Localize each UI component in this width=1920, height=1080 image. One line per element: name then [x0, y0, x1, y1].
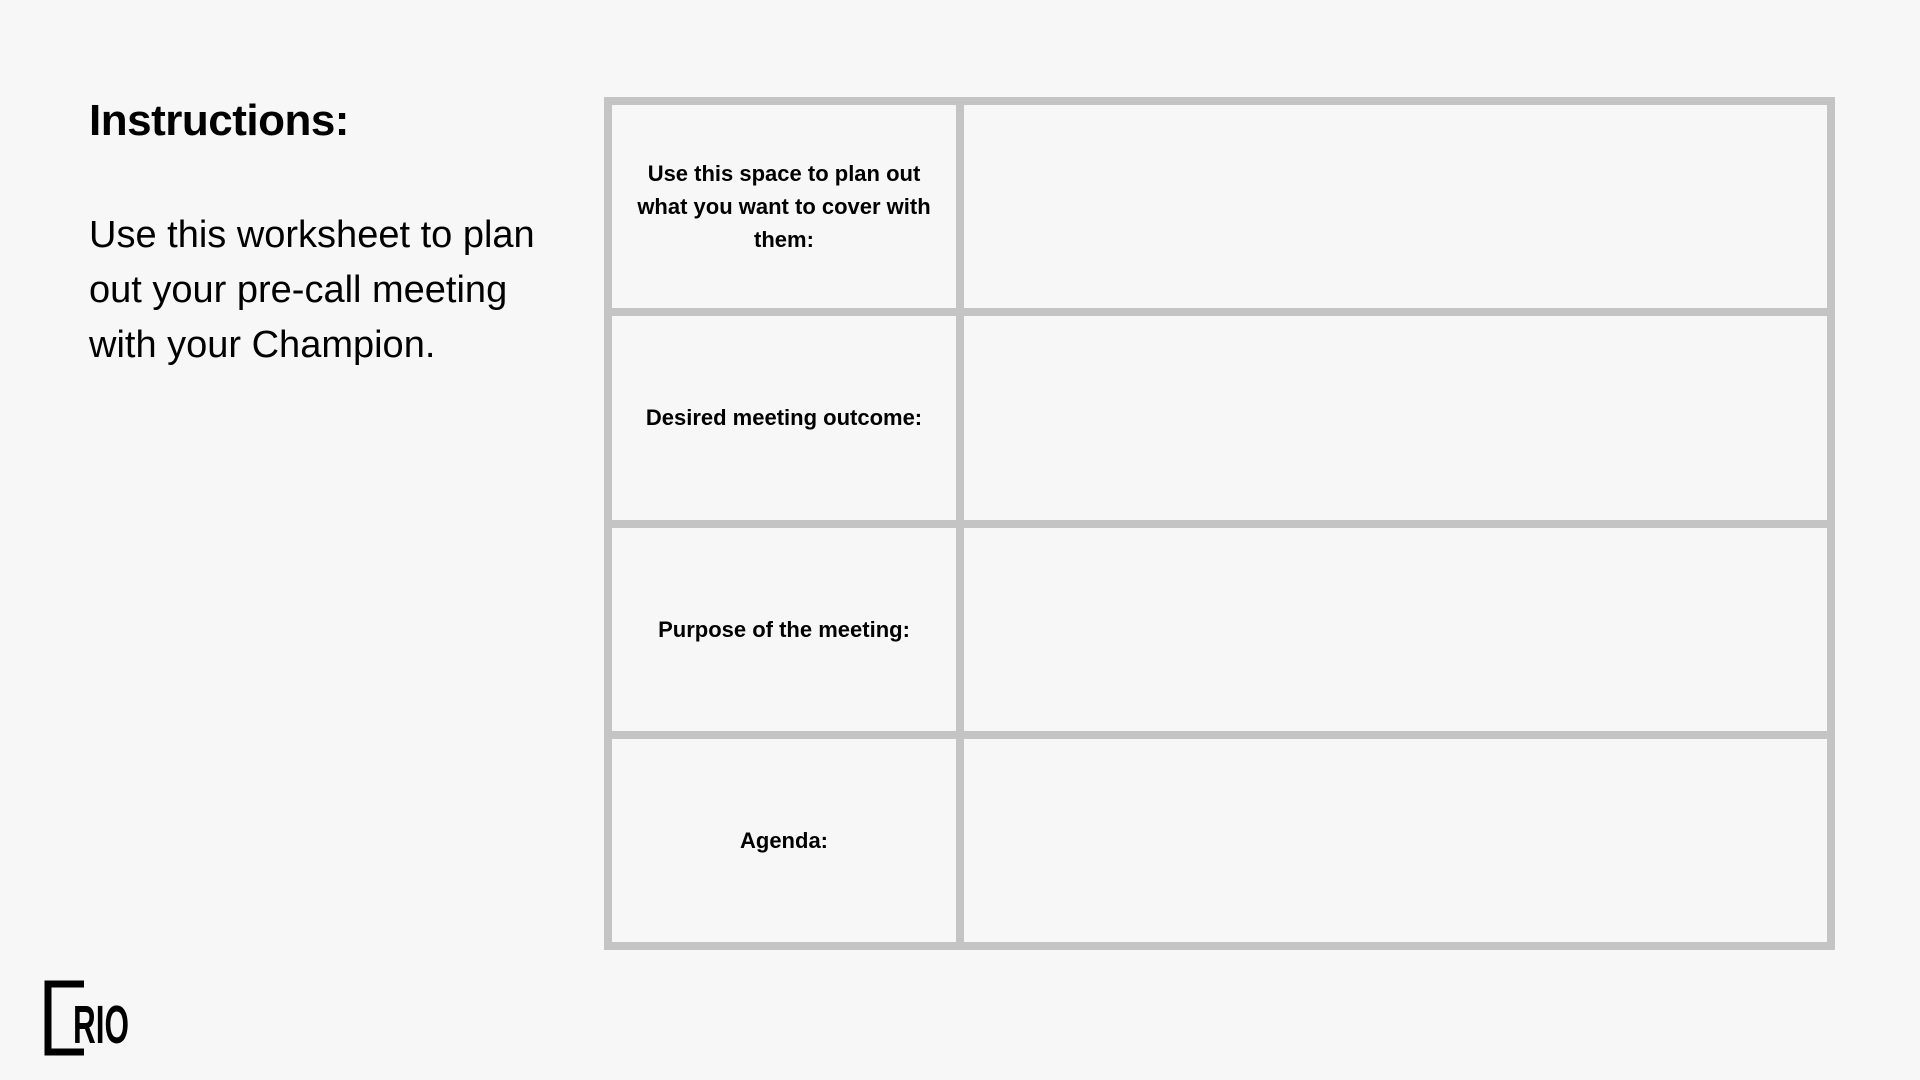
worksheet-field-outcome[interactable]	[964, 316, 1827, 519]
svg-text:RIO: RIO	[73, 995, 129, 1055]
worksheet-field-plan[interactable]	[964, 105, 1827, 308]
instructions-title: Instructions:	[89, 96, 349, 145]
worksheet-label-outcome: Desired meeting outcome:	[612, 316, 956, 519]
worksheet-field-agenda[interactable]	[964, 739, 1827, 942]
instructions-body: Use this worksheet to plan out your pre-call meeting with your Champion.	[89, 214, 535, 366]
rio-logo-icon	[44, 980, 132, 1056]
worksheet-label-purpose: Purpose of the meeting:	[612, 528, 956, 731]
worksheet-table	[604, 97, 1835, 950]
worksheet-label-plan: Use this space to plan out what you want to cover with them:	[612, 105, 956, 308]
worksheet-field-purpose[interactable]	[964, 528, 1827, 731]
worksheet-label-agenda: Agenda:	[612, 739, 956, 942]
